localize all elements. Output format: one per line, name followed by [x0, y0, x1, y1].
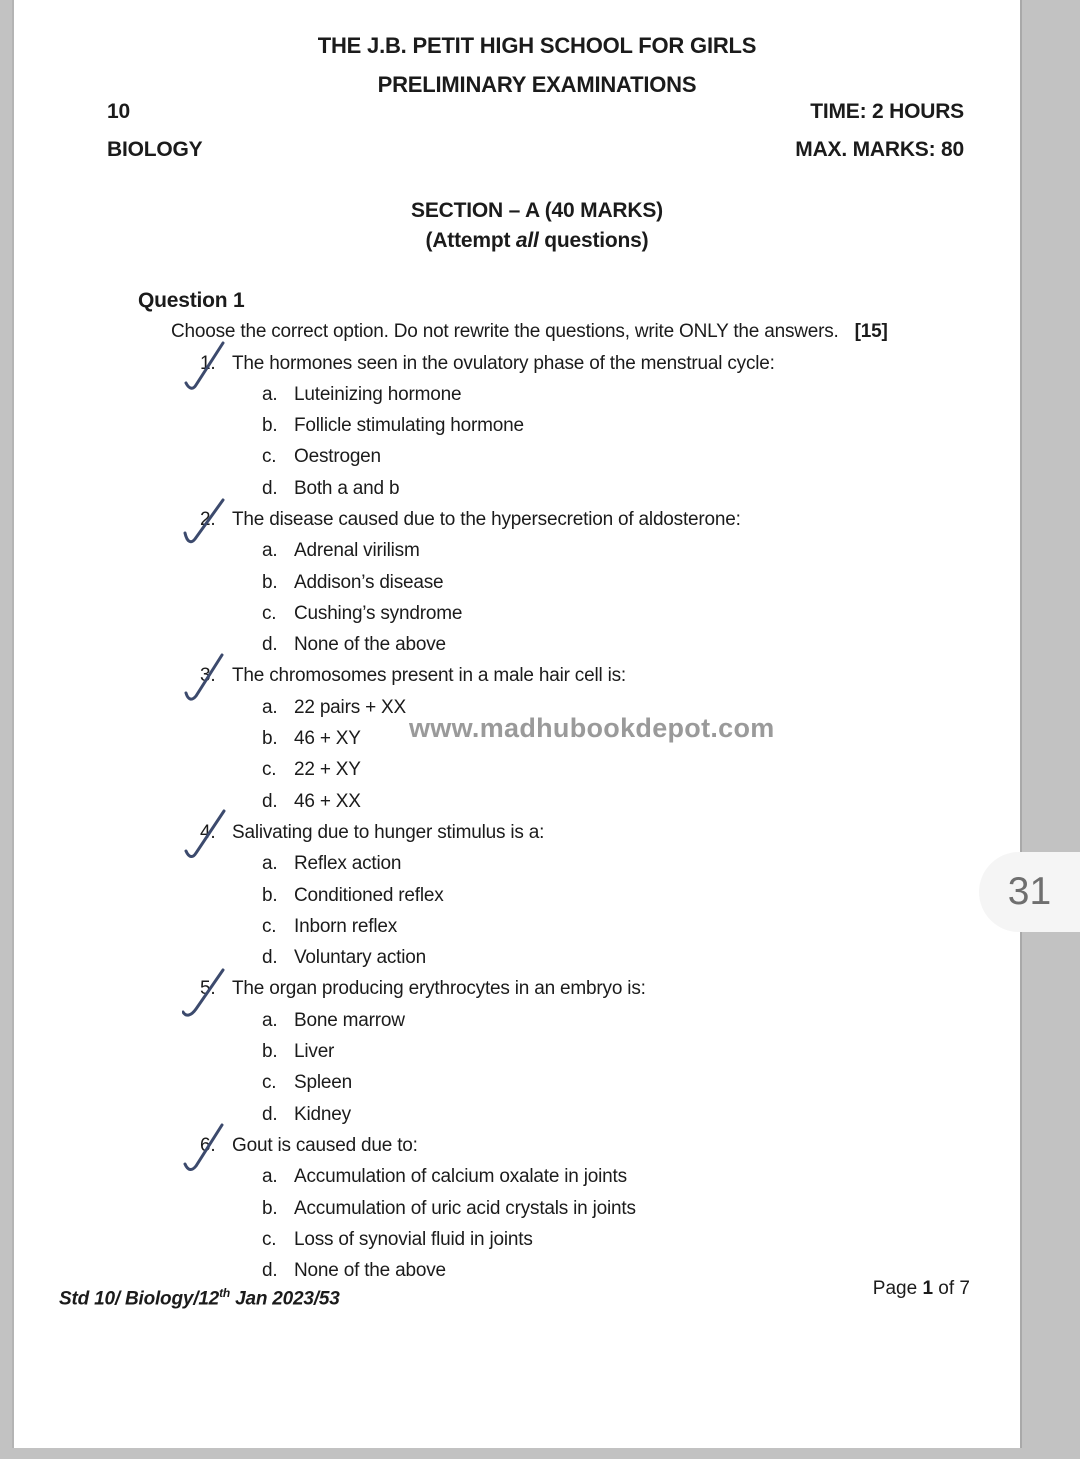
- option-letter: d.: [262, 790, 278, 812]
- question-item: [200, 817, 984, 848]
- option-letter: b.: [262, 884, 278, 906]
- attempt-pre: (Attempt: [425, 229, 516, 252]
- meta-row-2: [107, 138, 964, 162]
- question-item: [200, 973, 984, 1004]
- question-1-block: [138, 285, 984, 1286]
- option-item: [262, 911, 984, 942]
- option-letter: d.: [262, 634, 278, 656]
- question-item: [200, 1130, 984, 1161]
- watermark-text: www.madhubookdepot.com: [409, 713, 775, 743]
- section-heading: [54, 196, 1020, 256]
- option-text: Voluntary action: [294, 947, 426, 969]
- question-number-text: 6.: [200, 1134, 216, 1156]
- question-number-text: 1.: [200, 352, 216, 374]
- question-text: The disease caused due to the hypersecretion of aldosterone:: [232, 508, 741, 530]
- time-label: TIME: 2 HOURS: [810, 100, 964, 123]
- option-letter: b.: [262, 728, 278, 750]
- school-name: THE J.B. PETIT HIGH SCHOOL FOR GIRLS: [317, 33, 757, 58]
- option-text: Luteinizing hormone: [294, 383, 462, 405]
- option-item: [262, 1224, 984, 1255]
- option-letter: d.: [262, 477, 278, 499]
- option-item: [262, 754, 984, 785]
- option-text: Spleen: [294, 1072, 352, 1094]
- option-letter: a.: [262, 696, 278, 718]
- question-text: The organ producing erythrocytes in an embryo is:: [232, 978, 646, 1000]
- footer-code-pre: Std 10/ Biology/12: [59, 1288, 220, 1310]
- question-text: The chromosomes present in a male hair cell is:: [232, 665, 626, 687]
- option-letter: c.: [262, 915, 277, 937]
- page-number: 1: [922, 1278, 934, 1299]
- option-letter: a.: [262, 1009, 278, 1031]
- option-letter: c.: [262, 602, 277, 624]
- option-text: Adrenal virilism: [294, 540, 420, 562]
- option-letter: b.: [262, 571, 278, 593]
- option-text: Cushing’s syndrome: [294, 602, 463, 624]
- option-letter: a.: [262, 540, 278, 562]
- page-total: of 7: [933, 1278, 970, 1299]
- option-letter: a.: [262, 383, 278, 405]
- option-text: None of the above: [294, 634, 446, 656]
- option-text: Both a and b: [294, 477, 400, 499]
- option-item: [262, 880, 984, 911]
- option-letter: c.: [262, 1228, 277, 1250]
- option-item: [262, 441, 984, 472]
- question-number-text: 5.: [200, 978, 216, 1000]
- option-text: None of the above: [294, 1260, 446, 1282]
- question-number-text: 3.: [200, 665, 216, 687]
- viewer-page-scroll-badge[interactable]: 31: [979, 852, 1080, 932]
- option-letter: c.: [262, 759, 277, 781]
- option-letter: a.: [262, 853, 278, 875]
- footer-page-indicator: [873, 1278, 970, 1300]
- question-number-text: 4.: [200, 821, 216, 843]
- option-item: [262, 1036, 984, 1067]
- question-1-label: Question 1: [138, 289, 245, 312]
- option-item: [262, 379, 984, 410]
- question-number: [200, 504, 232, 535]
- option-item: [262, 473, 984, 504]
- question-item: [200, 504, 984, 535]
- question-text: Salivating due to hunger stimulus is a:: [232, 821, 545, 843]
- standard-label: 10: [107, 100, 130, 123]
- option-item: [262, 1099, 984, 1130]
- option-letter: c.: [262, 1072, 277, 1094]
- option-item: [262, 1193, 984, 1224]
- option-text: Oestrogen: [294, 446, 381, 468]
- option-text: Conditioned reflex: [294, 884, 444, 906]
- option-text: 46 + XY: [294, 728, 361, 750]
- option-item: [262, 786, 984, 817]
- section-attempt-note: [54, 226, 1020, 256]
- option-text: Bone marrow: [294, 1009, 405, 1031]
- question-number: [200, 817, 232, 848]
- option-letter: b.: [262, 1041, 278, 1063]
- paper-header: [54, 26, 1020, 104]
- option-letter: c.: [262, 446, 277, 468]
- option-letter: d.: [262, 1103, 278, 1125]
- max-marks-label: MAX. MARKS: 80: [795, 138, 964, 161]
- option-item: [262, 848, 984, 879]
- question-number: [200, 660, 232, 691]
- footer-code-sup: th: [219, 1286, 230, 1300]
- question-text: The hormones seen in the ovulatory phase of the menstrual cycle:: [232, 352, 775, 374]
- option-item: [262, 1161, 984, 1192]
- option-item: [262, 942, 984, 973]
- option-item: [262, 410, 984, 441]
- option-item: [262, 535, 984, 566]
- option-text: Follicle stimulating hormone: [294, 415, 524, 437]
- exam-paper-page: [12, 0, 1022, 1448]
- section-title: SECTION – A (40 MARKS): [411, 199, 663, 222]
- option-text: 22 + XY: [294, 759, 361, 781]
- option-item: [262, 1067, 984, 1098]
- option-letter: a.: [262, 1166, 278, 1188]
- instruction-text: Choose the correct option. Do not rewrite the questions, write ONLY the answers.: [171, 321, 839, 342]
- option-text: 22 pairs + XX: [294, 696, 406, 718]
- option-item: [262, 598, 984, 629]
- question-text: Gout is caused due to:: [232, 1134, 418, 1156]
- question-item: [200, 660, 984, 691]
- option-text: Accumulation of uric acid crystals in joints: [294, 1197, 636, 1219]
- instruction-row: [171, 316, 984, 348]
- question-number-text: 2.: [200, 508, 216, 530]
- option-text: Liver: [294, 1041, 335, 1063]
- option-text: 46 + XX: [294, 790, 361, 812]
- option-text: Addison’s disease: [294, 571, 444, 593]
- exam-title: PRELIMINARY EXAMINATIONS: [377, 72, 697, 97]
- option-text: Kidney: [294, 1103, 351, 1125]
- option-item: [262, 567, 984, 598]
- option-text: Accumulation of calcium oxalate in joints: [294, 1166, 627, 1188]
- page-word: Page: [872, 1278, 923, 1299]
- option-text: Reflex action: [294, 853, 402, 875]
- question-number: [200, 1130, 232, 1161]
- footer-document-code: [59, 1286, 340, 1310]
- meta-row-1: [107, 100, 964, 124]
- option-letter: d.: [262, 947, 278, 969]
- option-item: [262, 629, 984, 660]
- footer-code-post: Jan 2023/53: [230, 1288, 340, 1310]
- question-number: [200, 348, 232, 379]
- option-item: [262, 1005, 984, 1036]
- option-text: Loss of synovial fluid in joints: [294, 1228, 533, 1250]
- question-item: [200, 348, 984, 379]
- attempt-italic: all: [515, 229, 539, 252]
- option-letter: d.: [262, 1260, 278, 1282]
- option-letter: b.: [262, 415, 278, 437]
- question-number: [200, 973, 232, 1004]
- marks-badge: [15]: [854, 321, 888, 342]
- attempt-post: questions): [538, 229, 649, 252]
- option-letter: b.: [262, 1197, 278, 1219]
- option-text: Inborn reflex: [294, 915, 398, 937]
- subject-label: BIOLOGY: [107, 138, 203, 161]
